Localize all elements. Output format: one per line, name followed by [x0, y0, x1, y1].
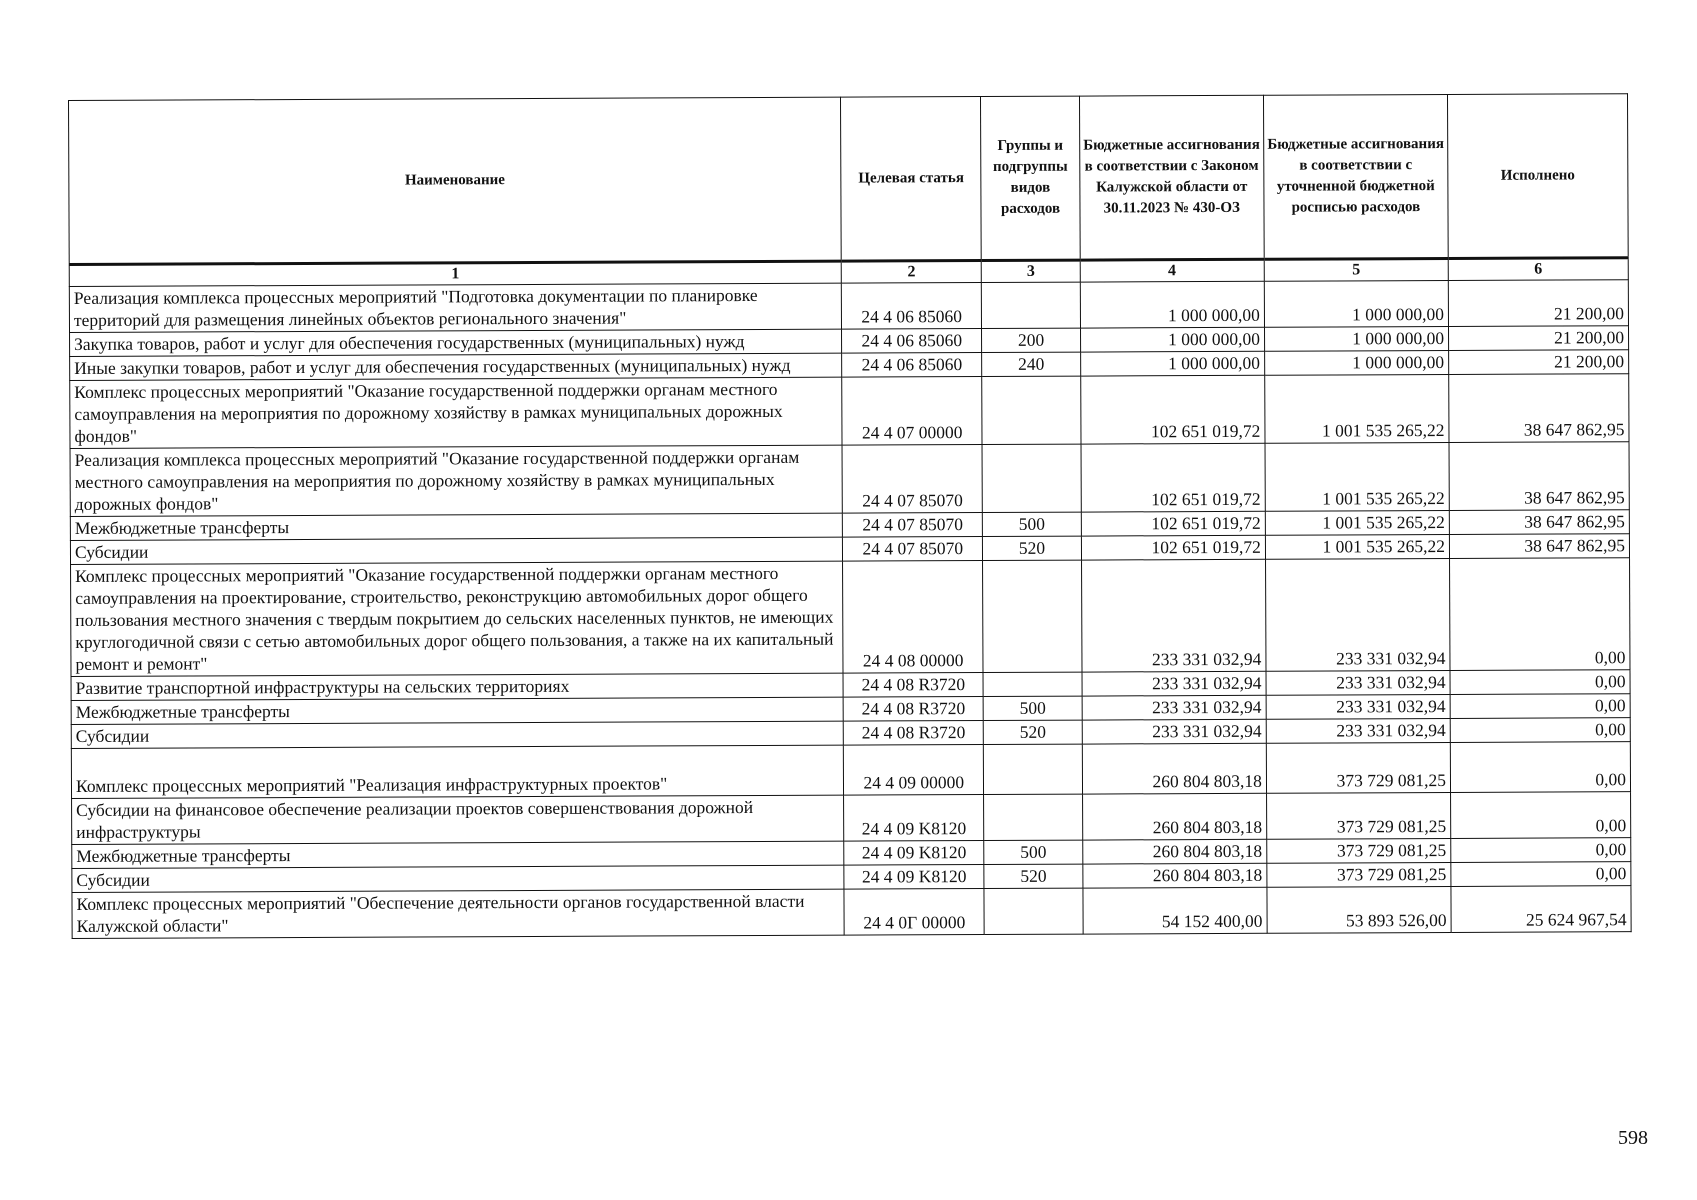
row-law: 233 331 032,94 [1081, 559, 1266, 672]
row-group: 520 [983, 536, 1081, 560]
row-code: 24 4 08 R3720 [843, 697, 983, 722]
row-group [984, 744, 1083, 794]
row-executed: 38 647 862,95 [1449, 442, 1629, 511]
row-group: 520 [984, 864, 1082, 888]
row-code: 24 4 06 85060 [842, 353, 982, 378]
row-law: 1 000 000,00 [1080, 351, 1264, 376]
row-revised: 1 001 535 265,22 [1265, 510, 1449, 535]
row-code: 24 4 07 85070 [842, 445, 982, 514]
table-row [70, 374, 1629, 449]
row-group: 200 [982, 328, 1080, 352]
row-executed: 0,00 [1451, 792, 1631, 839]
row-executed: 0,00 [1450, 718, 1630, 743]
row-name: Реализация комплекса процессных мероприятий "Подготовка документации по планировке территорий для размещения линейных объектов регионального значения" [69, 283, 841, 332]
row-name: Комплекс процессных мероприятий "Оказание государственной поддержки органам местного самоуправления на мероприятия по дорожному хозяйству в рамках муниципальных дорожных фондов" [70, 377, 842, 448]
row-revised: 53 893 526,00 [1267, 886, 1451, 933]
page-number: 598 [1618, 1127, 1648, 1149]
header-law: Бюджетные ассигнования в соответствии с Законом Калужской области от 30.11.2023 № 430-ОЗ [1079, 95, 1264, 260]
header-name: Наименование [69, 97, 842, 264]
table-row [72, 886, 1631, 939]
row-name: Межбюджетные трансферты [71, 697, 843, 724]
row-executed: 0,00 [1450, 558, 1630, 671]
row-law: 102 651 019,72 [1081, 511, 1265, 536]
row-law: 102 651 019,72 [1081, 535, 1265, 560]
row-revised: 373 729 081,25 [1266, 742, 1450, 793]
row-name: Комплекс процессных мероприятий "Обеспечение деятельности органов государственной власти Калужской области" [72, 889, 844, 938]
row-revised: 1 001 535 265,22 [1265, 534, 1449, 559]
row-revised: 1 001 535 265,22 [1265, 374, 1449, 443]
row-group [982, 282, 1081, 328]
row-revised: 373 729 081,25 [1267, 838, 1451, 863]
row-revised: 233 331 032,94 [1266, 718, 1450, 743]
row-name: Реализация комплекса процессных мероприятий "Оказание государственной поддержки органам местного самоуправления на мероприятия по дорожному хозяйству в рамках муниципальных дорожных фондов" [70, 445, 842, 516]
column-number: 5 [1264, 258, 1448, 281]
row-group: 500 [984, 840, 1082, 864]
row-group [984, 888, 1083, 934]
row-revised: 1 000 000,00 [1264, 280, 1448, 327]
header-row [69, 94, 1629, 265]
row-revised: 233 331 032,94 [1266, 670, 1450, 695]
row-law: 233 331 032,94 [1082, 719, 1266, 744]
row-name: Комплекс процессных мероприятий "Реализация инфраструктурных проектов" [71, 745, 843, 798]
row-executed: 21 200,00 [1449, 326, 1629, 351]
row-law: 260 804 803,18 [1082, 743, 1266, 794]
header-group: Группы и подгруппы видов расходов [981, 96, 1080, 260]
row-executed: 38 647 862,95 [1449, 374, 1629, 443]
table-row [71, 558, 1630, 677]
row-revised: 1 000 000,00 [1264, 350, 1448, 375]
row-revised: 233 331 032,94 [1266, 694, 1450, 719]
row-executed: 38 647 862,95 [1449, 510, 1629, 535]
column-number: 2 [841, 261, 981, 284]
row-code: 24 4 09 K8120 [844, 841, 984, 866]
row-executed: 0,00 [1450, 742, 1630, 793]
table-row [69, 280, 1628, 333]
row-code: 24 4 06 85060 [841, 283, 981, 330]
row-law: 102 651 019,72 [1080, 375, 1264, 444]
row-group: 240 [982, 352, 1080, 376]
row-executed: 25 624 967,54 [1451, 886, 1631, 933]
row-code: 24 4 07 00000 [842, 377, 982, 446]
row-law: 260 804 803,18 [1082, 793, 1266, 840]
row-name: Иные закупки товаров, работ и услуг для обеспечения государственных (муниципальных) нужд [70, 353, 842, 380]
row-name: Межбюджетные трансферты [72, 841, 844, 868]
row-revised: 1 001 535 265,22 [1265, 442, 1449, 511]
row-code: 24 4 0Г 00000 [844, 889, 984, 936]
row-group [982, 444, 1081, 512]
row-group [983, 560, 1082, 672]
row-code: 24 4 06 85060 [842, 329, 982, 354]
row-revised: 373 729 081,25 [1266, 792, 1450, 839]
row-code: 24 4 09 00000 [843, 745, 983, 796]
row-name: Закупка товаров, работ и услуг для обеспечения государственных (муниципальных) нужд [70, 329, 842, 356]
column-number: 1 [69, 261, 841, 286]
row-executed: 0,00 [1451, 862, 1631, 887]
row-name: Субсидии на финансовое обеспечение реализации проектов совершенствования дорожной инфраструктуры [72, 795, 844, 844]
table-row [72, 792, 1631, 845]
row-group: 500 [983, 696, 1081, 720]
row-name: Комплекс процессных мероприятий "Оказание государственной поддержки органам местного самоуправления на проектирование, строительство, реконструкцию автомобильных дорог общего пользования местного значения с твердым покрытием до сельских населенных пунктов, не имеющих круглогодичной связи с сетью автомобильных дорог общего пользования, а также на их капитальный ремонт и ремонт" [71, 561, 844, 676]
row-law: 260 804 803,18 [1082, 839, 1266, 864]
row-name: Субсидии [71, 721, 843, 748]
row-law: 102 651 019,72 [1081, 443, 1265, 512]
row-executed: 0,00 [1451, 838, 1631, 863]
row-law: 233 331 032,94 [1082, 695, 1266, 720]
row-group: 500 [983, 512, 1081, 536]
row-executed: 21 200,00 [1449, 350, 1629, 375]
table-row [71, 742, 1630, 799]
row-executed: 0,00 [1450, 670, 1630, 695]
row-name: Субсидии [72, 865, 844, 892]
row-law: 1 000 000,00 [1080, 327, 1264, 352]
row-law: 54 152 400,00 [1083, 887, 1267, 934]
row-name: Субсидии [70, 537, 842, 564]
header-revised: Бюджетные ассигнования в соответствии с уточненной бюджетной росписью расходов [1263, 94, 1448, 259]
column-number: 3 [982, 260, 1080, 282]
column-number: 6 [1448, 258, 1628, 281]
row-law: 260 804 803,18 [1083, 863, 1267, 888]
row-code: 24 4 08 R3720 [843, 673, 983, 698]
header-executed: Исполнено [1447, 94, 1628, 259]
budget-table [68, 93, 1632, 939]
row-code: 24 4 07 85070 [843, 537, 983, 562]
row-revised: 373 729 081,25 [1267, 862, 1451, 887]
row-executed: 21 200,00 [1448, 280, 1628, 327]
header-code: Целевая статья [841, 97, 982, 262]
row-code: 24 4 08 R3720 [843, 721, 983, 746]
row-code: 24 4 09 K8120 [844, 865, 984, 890]
row-name: Межбюджетные трансферты [70, 513, 842, 540]
row-code: 24 4 07 85070 [842, 513, 982, 538]
row-revised: 1 000 000,00 [1264, 326, 1448, 351]
table-row [70, 442, 1629, 517]
row-executed: 38 647 862,95 [1449, 534, 1629, 559]
row-name: Развитие транспортной инфраструктуры на сельских территориях [71, 673, 843, 700]
row-group [984, 794, 1083, 840]
row-group: 520 [984, 720, 1082, 744]
row-law: 1 000 000,00 [1080, 281, 1264, 328]
column-number: 4 [1080, 259, 1264, 282]
row-executed: 0,00 [1450, 694, 1630, 719]
row-code: 24 4 08 00000 [843, 561, 984, 674]
row-group [982, 376, 1081, 444]
row-revised: 233 331 032,94 [1265, 558, 1450, 671]
row-code: 24 4 09 K8120 [844, 795, 984, 842]
row-law: 233 331 032,94 [1082, 671, 1266, 696]
row-group [983, 672, 1081, 696]
